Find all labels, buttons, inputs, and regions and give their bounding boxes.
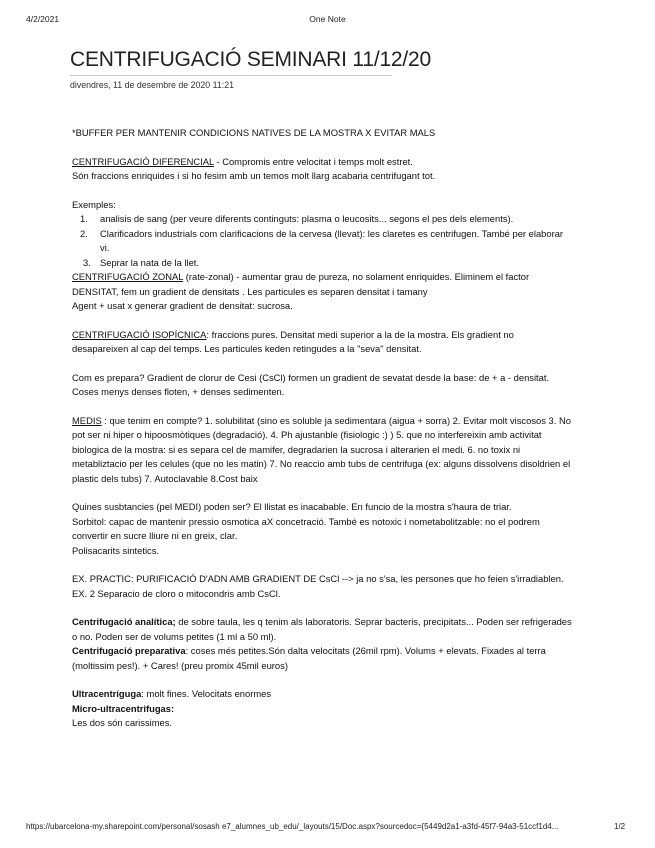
substancies-line1: Quines susbtancies (pel MEDI) poden ser? El llistat es inacabable. En funcio de la mostra s'haura de triar. [72, 501, 512, 512]
diferencial-text: - Compromis entre velocitat i temps molt estret. [213, 155, 413, 167]
created-datetime: divendres, 11 de desembre de 2020 11:21 [70, 80, 235, 90]
medis-text: : que tenim en compte? 1. solubilitat (sino es soluble ja sedimentara (aigua + sorra) 2. Evitar molt viscosos 3. No pot ser ni hiper o hipoosmòtiques (degradació). 4. Ph ajustanble (fisiologic :) ) 5. que no interfereixin amb activitat biologica de la mostra: si es separa cel de mamifer, degradarien la sucrosa i alterarien el medi. 6. no toxix ni metabliztacio per les celules (que no les matin) 7. No reaccio amb tubs de centrifuga (ex: alguns dissolvens disoldrien el plastic dels tubs) 7. Autoclavable 8.Cost baix [72, 414, 571, 484]
examples-label: Exemples: [72, 198, 116, 210]
preparativa-paragraph [72, 644, 572, 673]
zonal-paragraph [72, 270, 572, 299]
print-app-name: One Note [309, 14, 346, 24]
list-item-number: 2. [80, 227, 88, 239]
diferencial-paragraph [72, 155, 572, 170]
medis-paragraph [72, 414, 572, 487]
print-date: 4/2/2021 [26, 14, 60, 24]
isopicnica-paragraph [72, 328, 572, 357]
examples-list [72, 212, 572, 256]
page-number: 1/2 [614, 822, 626, 831]
isopicnica-heading: CENTRIFUGACIÓ ISOPÍCNICA [72, 328, 207, 340]
micro-ultra-label: Micro-ultracentrifugas: [72, 702, 175, 714]
substancies-line2: Sorbitol: capac de mantenir pressio osmotica aX concetració. També es notoxic i nometabolitzable: no el podrem convertir en sucre lliure ni en greix, clar. [72, 515, 540, 541]
practic-line1: EX. PRACTIC: PURIFICACIÓ D'ADN AMB GRADIENT DE CsCl --> ja no s'sa, les persones que ho feien s'irradiablen. [72, 573, 564, 584]
print-url: https://ubarcelona-my.sharepoint.com/personal/sosash e7_alumnes_ub_edu/_layouts/15/Doc.aspx?sourcedoc={5449d2a1-a3fd-45f7-94a3-51ccf1d4... [26, 822, 559, 831]
preparativa-heading: Centrifugació preparativa [72, 645, 186, 656]
analitica-text: de sobre taula, les q tenim als laboratoris. Seprar bacteris, precipitats... Poden ser refrigerades o no. Poden ser de volums petites (1 ml a 50 ml). [72, 616, 572, 642]
ultra-last-line: Les dos són carissimes. [72, 717, 173, 728]
practic-line2: EX. 2 Separacio de cloro o mitocondris amb CsCl. [72, 587, 281, 599]
zonal-line2: Agent + usat x generar gradient de densitat: sucrosa. [72, 300, 293, 311]
page-title[interactable]: CENTRIFUGACIÓ SEMINARI 11/12/20 [70, 48, 392, 76]
preparativa-text: : coses més petites.Són dalta velocitats (26mil rpm). Volums + elevats. Fixades al terra (moltissim pes!). + Cares! (preu promix 45mil euros) [72, 645, 546, 671]
zonal-heading: CENTRIFUGACIÓ ZONAL [72, 271, 184, 282]
list-item-text: Clarificadors industrials com clarificacions de la cervesa (llevat): les claretes es centrifugen. També per elaborar vi. [100, 227, 564, 253]
list-item [72, 212, 572, 227]
diferencial-line2: Són fraccions enriquides i si ho fesim amb un temos molt llarg acabaria centrifugant tot. [72, 170, 436, 181]
ultra-text: : molt fines. Velocitats enormes [141, 688, 272, 699]
substancies-line3: Polisacarits sintetics. [72, 544, 160, 556]
zonal-text: (rate-zonal) - aumentar grau de pureza, no solament enriquides. Eliminem el factor DENSITAT, fem un gradient de densitats . Les particules es separen densitat i tamany [72, 271, 530, 297]
ultra-heading: Ultracentríguga [72, 688, 142, 699]
ultra-paragraph [72, 687, 572, 702]
list-item [72, 256, 572, 271]
list-item [72, 227, 572, 256]
list-item-number: 3. [83, 256, 91, 268]
list-item-text: analisis de sang (per veure diferents continguts: plasma o leucosits... segons el pes dels elements). [100, 213, 514, 224]
note-body[interactable] [72, 126, 572, 731]
list-item-text: Seprar la nata de la llet. [100, 256, 200, 268]
analitica-paragraph [72, 615, 572, 644]
isopicnica-text: : fraccions pures. Densitat medi superior a la de la mostra. Els gradient no desapareixen al cap del temps. Les particules keden retingudes a la "seva" densitat. [72, 328, 514, 354]
analitica-heading: Centrifugació analítica; [72, 616, 176, 627]
diferencial-heading: CENTRIFUGACIÓ DIFERENCIAL [72, 155, 214, 167]
buffer-note: *BUFFER PER MANTENIR CONDICIONS NATIVES DE LA MOSTRA X EVITAR MALS [72, 127, 436, 138]
medis-heading: MEDIS [72, 414, 102, 426]
prepara-paragraph: Com es prepara? Gradient de clorur de Cesi (CsCl) formen un gradient de sevatat desde la base: de + a - densitat. Coses menys denses floten, + denses sedimenten. [72, 371, 550, 397]
list-item-number: 1. [80, 213, 88, 224]
micro-ultra-heading [72, 702, 572, 717]
